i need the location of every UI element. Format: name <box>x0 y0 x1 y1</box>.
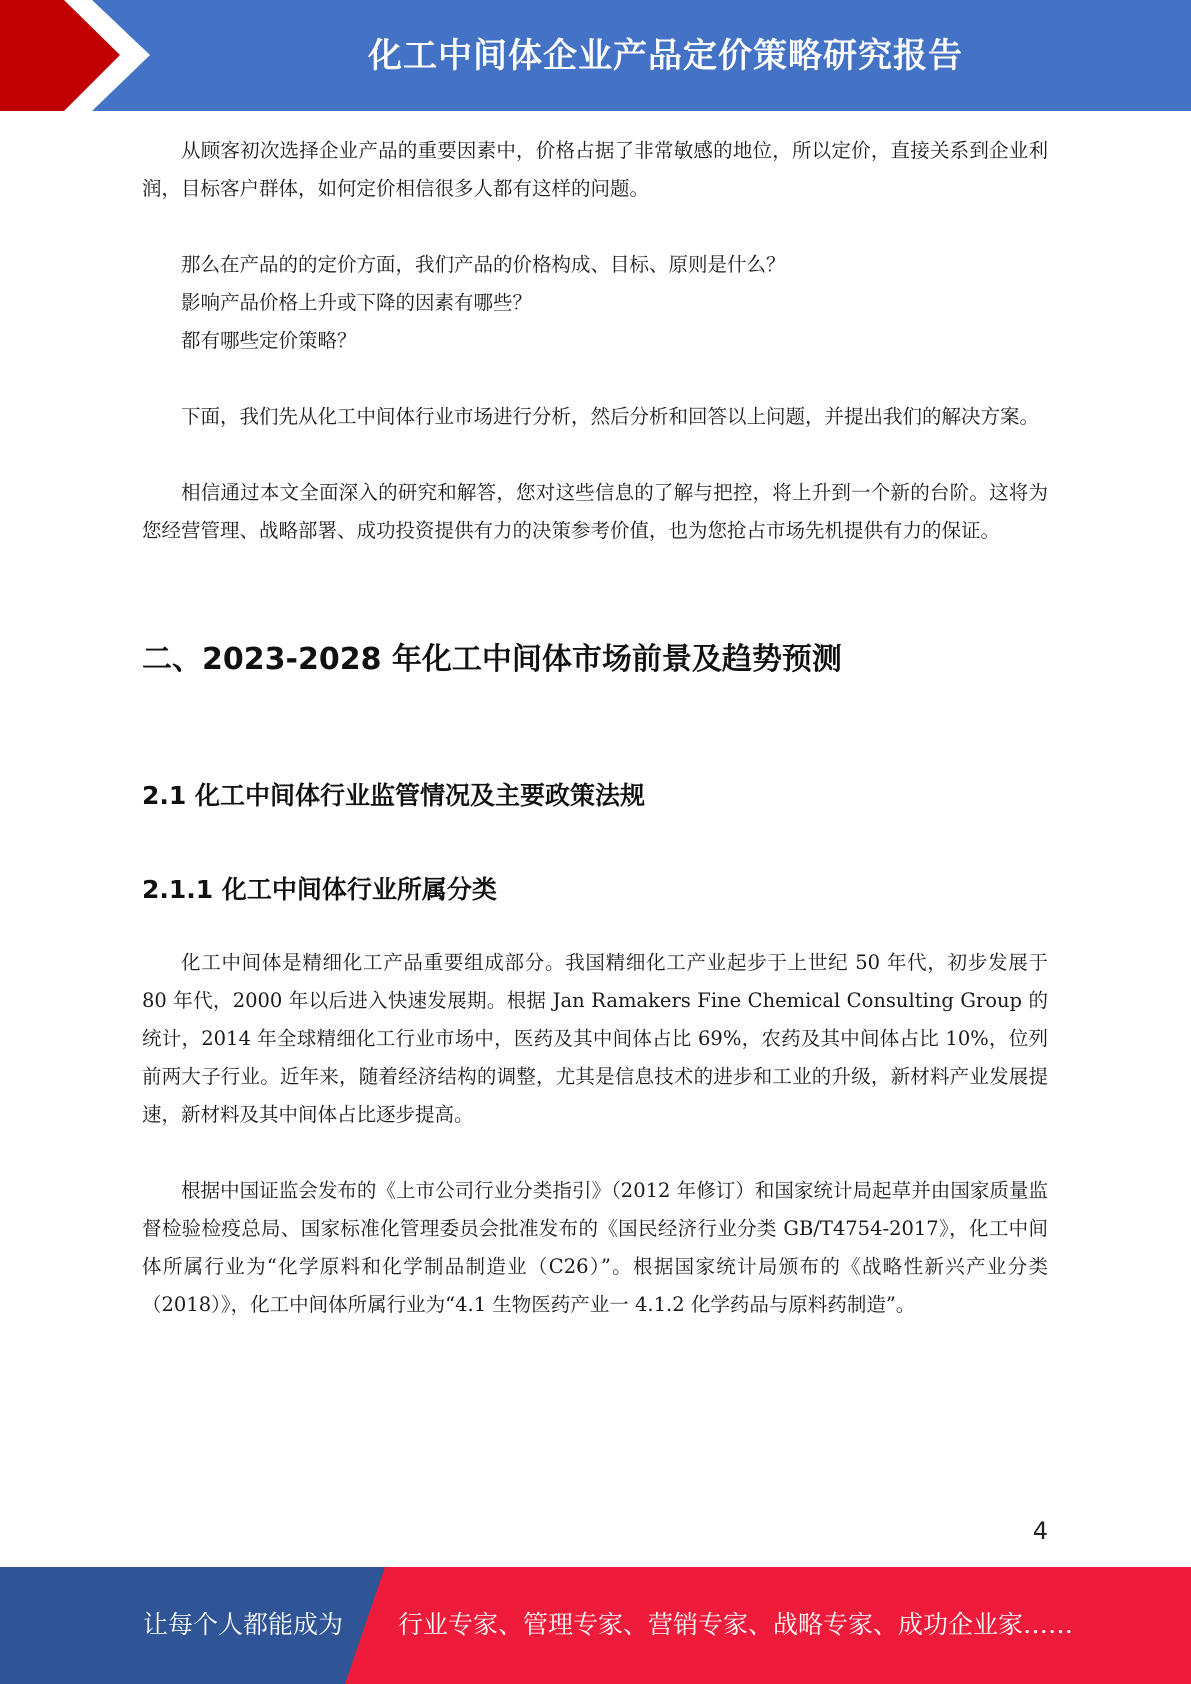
footer-slogan-right: 行业专家、管理专家、营销专家、战略专家、成功企业家…… <box>398 1610 1074 1639</box>
page-header <box>0 0 1191 111</box>
question-2: 影响产品价格上升或下降的因素有哪些？ <box>181 291 533 314</box>
intro-paragraph-1: 从顾客初次选择企业产品的重要因素中，价格占据了非常敏感的地位，所以定价，直接关系到企业利润，目标客户群体，如何定价相信很多人都有这样的问题。 <box>142 139 1048 200</box>
page-footer <box>0 1567 1191 1684</box>
question-3: 都有哪些定价策略？ <box>181 329 357 352</box>
header-title: 化工中间体企业产品定价策略研究报告 <box>368 36 963 76</box>
question-1: 那么在产品的的定价方面，我们产品的价格构成、目标、原则是什么？ <box>181 253 786 276</box>
section-heading: 二、2023-2028 年化工中间体市场前景及趋势预测 <box>142 642 842 677</box>
classification-paragraph-2: 根据中国证监会发布的《上市公司行业分类指引》（2012 年修订）和国家统计局起草并由国家质量监督检验检疫总局、国家标准化管理委员会批准发布的《国民经济行业分类 GB/T4754-2017》，化工中间体所属行业为“化学原料和化学制品制造业（C26）”。根据国家统计局颁布的《战略性新兴产业分类（2018）》，化工中间体所属行业为“4.1 生物医药产业一 4.1.2 化学药品与原料药制造”。 <box>142 1179 1048 1316</box>
footer-slogan-left: 让每个人都能成为 <box>143 1610 344 1639</box>
subsection-heading-2-1-1: 2.1.1 化工中间体行业所属分类 <box>142 875 497 904</box>
document-body <box>142 132 1048 1324</box>
subsection-heading-2-1: 2.1 化工中间体行业监管情况及主要政策法规 <box>142 781 645 810</box>
intro-paragraph-2: 下面，我们先从化工中间体行业市场进行分析，然后分析和回答以上问题，并提出我们的解决方案。 <box>181 405 1040 428</box>
page-number: 4 <box>1032 1517 1048 1545</box>
intro-paragraph-3: 相信通过本文全面深入的研究和解答，您对这些信息的了解与把控，将上升到一个新的台阶。这将为您经营管理、战略部署、成功投资提供有力的决策参考价值，也为您抢占市场先机提供有力的保证。 <box>142 481 1048 542</box>
classification-paragraph-1: 化工中间体是精细化工产品重要组成部分。我国精细化工产业起步于上世纪 50 年代，初步发展于 80 年代，2000 年以后进入快速发展期。根据 Jan Ramakers Fine Chemical Consulting Group 的统计，2014 年全球精细化工行业市场中，医药及其中间体占比 69%，农药及其中间体占比 10%，位列前两大子行业。近年来，随着经济结构的调整，尤其是信息技术的进步和工业的升级，新材料产业发展提速，新材料及其中间体占比逐步提高。 <box>142 951 1048 1126</box>
